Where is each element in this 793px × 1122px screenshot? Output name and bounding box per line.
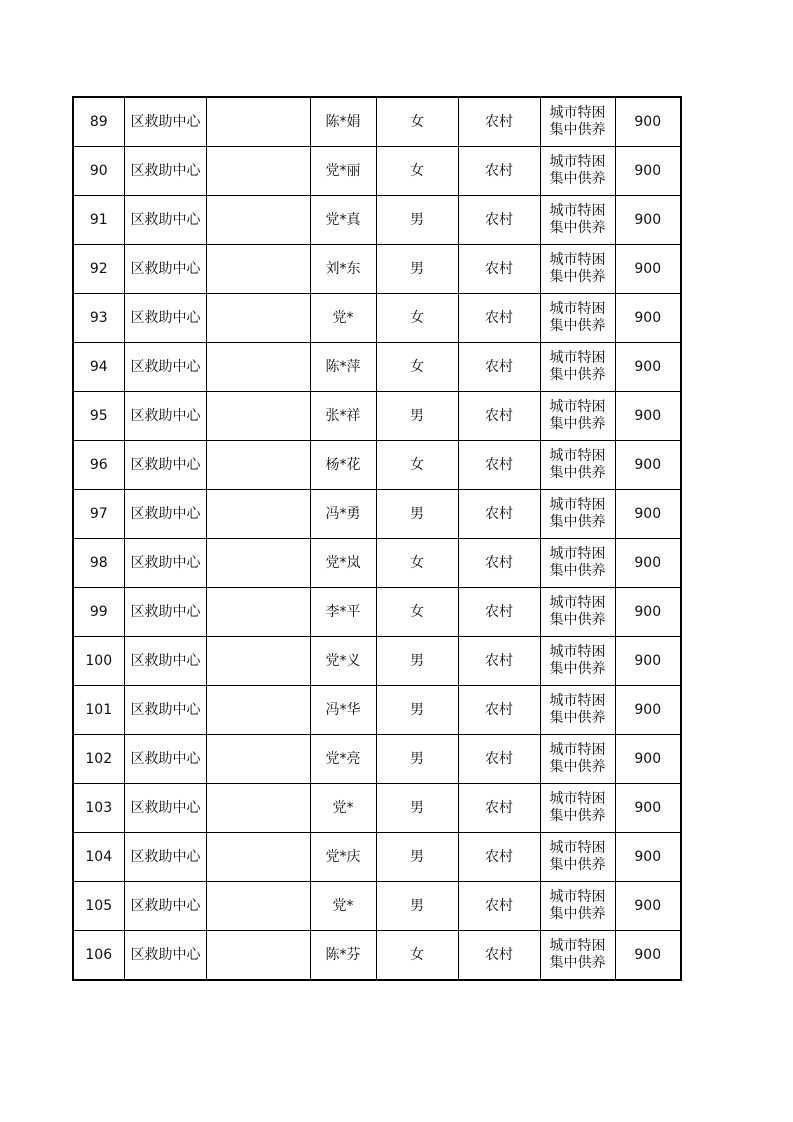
- blank-cell: [206, 294, 310, 343]
- amount-cell: 900: [615, 490, 681, 539]
- area-cell: 农村: [458, 931, 540, 981]
- amount-cell: 900: [615, 637, 681, 686]
- category-line-2: 集中供养: [549, 759, 606, 775]
- gender-cell: 女: [376, 588, 458, 637]
- amount-cell: 900: [615, 784, 681, 833]
- table-row: [73, 97, 681, 147]
- support-roster-table: [72, 96, 682, 981]
- name-cell: 党*岚: [310, 539, 376, 588]
- category-line-1: 城市特困: [549, 693, 606, 709]
- category-line-1: 城市特困: [549, 791, 606, 807]
- area-cell: 农村: [458, 343, 540, 392]
- table-row: [73, 392, 681, 441]
- gender-cell: 男: [376, 245, 458, 294]
- category-cell: [540, 196, 615, 245]
- amount-cell: 900: [615, 882, 681, 931]
- gender-cell: 男: [376, 490, 458, 539]
- table-row: [73, 735, 681, 784]
- blank-cell: [206, 441, 310, 490]
- blank-cell: [206, 686, 310, 735]
- name-cell: 李*平: [310, 588, 376, 637]
- row-number-cell: 95: [73, 392, 124, 441]
- table-row: [73, 147, 681, 196]
- category-line-2: 集中供养: [549, 465, 606, 481]
- name-cell: 党*: [310, 784, 376, 833]
- table-row: [73, 441, 681, 490]
- area-cell: 农村: [458, 833, 540, 882]
- area-cell: 农村: [458, 784, 540, 833]
- amount-cell: 900: [615, 735, 681, 784]
- amount-cell: 900: [615, 833, 681, 882]
- category-line-1: 城市特困: [549, 154, 606, 170]
- row-number-cell: 94: [73, 343, 124, 392]
- category-line-2: 集中供养: [549, 710, 606, 726]
- name-cell: 冯*华: [310, 686, 376, 735]
- blank-cell: [206, 588, 310, 637]
- name-cell: 刘*东: [310, 245, 376, 294]
- category-line-2: 集中供养: [549, 808, 606, 824]
- area-cell: 农村: [458, 686, 540, 735]
- amount-cell: 900: [615, 343, 681, 392]
- category-cell: [540, 882, 615, 931]
- category-line-2: 集中供养: [549, 514, 606, 530]
- table-row: [73, 882, 681, 931]
- category-line-1: 城市特困: [549, 644, 606, 660]
- gender-cell: 男: [376, 637, 458, 686]
- category-cell: [540, 931, 615, 981]
- name-cell: 党*真: [310, 196, 376, 245]
- name-cell: 张*祥: [310, 392, 376, 441]
- area-cell: 农村: [458, 735, 540, 784]
- category-line-2: 集中供养: [549, 367, 606, 383]
- amount-cell: 900: [615, 686, 681, 735]
- category-line-1: 城市特困: [549, 203, 606, 219]
- row-number-cell: 97: [73, 490, 124, 539]
- row-number-cell: 90: [73, 147, 124, 196]
- table-row: [73, 343, 681, 392]
- gender-cell: 男: [376, 882, 458, 931]
- blank-cell: [206, 97, 310, 147]
- table-row: [73, 833, 681, 882]
- table-row: [73, 245, 681, 294]
- blank-cell: [206, 392, 310, 441]
- unit-cell: 区救助中心: [124, 245, 206, 294]
- name-cell: 党*亮: [310, 735, 376, 784]
- table-row: [73, 931, 681, 981]
- area-cell: 农村: [458, 294, 540, 343]
- category-line-2: 集中供养: [549, 171, 606, 187]
- amount-cell: 900: [615, 392, 681, 441]
- blank-cell: [206, 833, 310, 882]
- table-row: [73, 490, 681, 539]
- category-line-1: 城市特困: [549, 938, 606, 954]
- gender-cell: 男: [376, 833, 458, 882]
- area-cell: 农村: [458, 441, 540, 490]
- category-line-2: 集中供养: [549, 220, 606, 236]
- category-line-1: 城市特困: [549, 350, 606, 366]
- name-cell: 陈*萍: [310, 343, 376, 392]
- category-line-1: 城市特困: [549, 252, 606, 268]
- category-line-1: 城市特困: [549, 105, 606, 121]
- category-line-1: 城市特困: [549, 448, 606, 464]
- category-cell: [540, 588, 615, 637]
- gender-cell: 男: [376, 196, 458, 245]
- amount-cell: 900: [615, 539, 681, 588]
- blank-cell: [206, 147, 310, 196]
- category-cell: [540, 343, 615, 392]
- category-line-2: 集中供养: [549, 318, 606, 334]
- row-number-cell: 92: [73, 245, 124, 294]
- table-row: [73, 294, 681, 343]
- amount-cell: 900: [615, 588, 681, 637]
- name-cell: 党*: [310, 882, 376, 931]
- category-line-2: 集中供养: [549, 857, 606, 873]
- row-number-cell: 96: [73, 441, 124, 490]
- category-line-2: 集中供养: [549, 612, 606, 628]
- category-cell: [540, 686, 615, 735]
- gender-cell: 男: [376, 735, 458, 784]
- name-cell: 陈*娟: [310, 97, 376, 147]
- unit-cell: 区救助中心: [124, 441, 206, 490]
- unit-cell: 区救助中心: [124, 97, 206, 147]
- unit-cell: 区救助中心: [124, 343, 206, 392]
- table-row: [73, 539, 681, 588]
- blank-cell: [206, 637, 310, 686]
- category-cell: [540, 294, 615, 343]
- row-number-cell: 100: [73, 637, 124, 686]
- category-line-2: 集中供养: [549, 906, 606, 922]
- amount-cell: 900: [615, 97, 681, 147]
- table-row: [73, 686, 681, 735]
- row-number-cell: 105: [73, 882, 124, 931]
- category-cell: [540, 735, 615, 784]
- unit-cell: 区救助中心: [124, 490, 206, 539]
- category-cell: [540, 539, 615, 588]
- name-cell: 党*庆: [310, 833, 376, 882]
- category-line-1: 城市特困: [549, 840, 606, 856]
- category-cell: [540, 833, 615, 882]
- category-line-1: 城市特困: [549, 497, 606, 513]
- area-cell: 农村: [458, 490, 540, 539]
- area-cell: 农村: [458, 97, 540, 147]
- gender-cell: 女: [376, 539, 458, 588]
- blank-cell: [206, 735, 310, 784]
- area-cell: 农村: [458, 392, 540, 441]
- gender-cell: 女: [376, 931, 458, 981]
- blank-cell: [206, 343, 310, 392]
- blank-cell: [206, 882, 310, 931]
- row-number-cell: 99: [73, 588, 124, 637]
- gender-cell: 男: [376, 686, 458, 735]
- category-line-2: 集中供养: [549, 661, 606, 677]
- unit-cell: 区救助中心: [124, 196, 206, 245]
- area-cell: 农村: [458, 588, 540, 637]
- unit-cell: 区救助中心: [124, 931, 206, 981]
- blank-cell: [206, 539, 310, 588]
- category-cell: [540, 784, 615, 833]
- table-row: [73, 637, 681, 686]
- table-row: [73, 784, 681, 833]
- category-line-2: 集中供养: [549, 563, 606, 579]
- category-line-1: 城市特困: [549, 595, 606, 611]
- category-cell: [540, 97, 615, 147]
- row-number-cell: 91: [73, 196, 124, 245]
- category-line-2: 集中供养: [549, 416, 606, 432]
- gender-cell: 男: [376, 784, 458, 833]
- category-cell: [540, 245, 615, 294]
- row-number-cell: 102: [73, 735, 124, 784]
- blank-cell: [206, 784, 310, 833]
- name-cell: 党*义: [310, 637, 376, 686]
- area-cell: 农村: [458, 539, 540, 588]
- category-cell: [540, 392, 615, 441]
- category-line-1: 城市特困: [549, 399, 606, 415]
- row-number-cell: 103: [73, 784, 124, 833]
- row-number-cell: 93: [73, 294, 124, 343]
- table-row: [73, 588, 681, 637]
- name-cell: 陈*芬: [310, 931, 376, 981]
- unit-cell: 区救助中心: [124, 735, 206, 784]
- area-cell: 农村: [458, 147, 540, 196]
- amount-cell: 900: [615, 441, 681, 490]
- area-cell: 农村: [458, 637, 540, 686]
- blank-cell: [206, 931, 310, 981]
- unit-cell: 区救助中心: [124, 882, 206, 931]
- gender-cell: 女: [376, 441, 458, 490]
- category-line-2: 集中供养: [549, 122, 606, 138]
- unit-cell: 区救助中心: [124, 392, 206, 441]
- unit-cell: 区救助中心: [124, 588, 206, 637]
- amount-cell: 900: [615, 931, 681, 981]
- row-number-cell: 101: [73, 686, 124, 735]
- row-number-cell: 98: [73, 539, 124, 588]
- category-cell: [540, 490, 615, 539]
- category-line-1: 城市特困: [549, 742, 606, 758]
- area-cell: 农村: [458, 196, 540, 245]
- area-cell: 农村: [458, 882, 540, 931]
- unit-cell: 区救助中心: [124, 147, 206, 196]
- name-cell: 党*: [310, 294, 376, 343]
- category-line-1: 城市特困: [549, 889, 606, 905]
- category-cell: [540, 441, 615, 490]
- amount-cell: 900: [615, 294, 681, 343]
- amount-cell: 900: [615, 147, 681, 196]
- unit-cell: 区救助中心: [124, 784, 206, 833]
- amount-cell: 900: [615, 245, 681, 294]
- name-cell: 杨*花: [310, 441, 376, 490]
- name-cell: 冯*勇: [310, 490, 376, 539]
- blank-cell: [206, 196, 310, 245]
- category-cell: [540, 637, 615, 686]
- gender-cell: 女: [376, 294, 458, 343]
- gender-cell: 女: [376, 343, 458, 392]
- category-line-1: 城市特困: [549, 301, 606, 317]
- gender-cell: 女: [376, 97, 458, 147]
- category-cell: [540, 147, 615, 196]
- name-cell: 党*丽: [310, 147, 376, 196]
- unit-cell: 区救助中心: [124, 637, 206, 686]
- blank-cell: [206, 490, 310, 539]
- amount-cell: 900: [615, 196, 681, 245]
- blank-cell: [206, 245, 310, 294]
- unit-cell: 区救助中心: [124, 294, 206, 343]
- category-line-1: 城市特困: [549, 546, 606, 562]
- row-number-cell: 89: [73, 97, 124, 147]
- category-line-2: 集中供养: [549, 269, 606, 285]
- table-body: [73, 97, 681, 980]
- gender-cell: 女: [376, 147, 458, 196]
- row-number-cell: 106: [73, 931, 124, 981]
- unit-cell: 区救助中心: [124, 539, 206, 588]
- area-cell: 农村: [458, 245, 540, 294]
- unit-cell: 区救助中心: [124, 833, 206, 882]
- unit-cell: 区救助中心: [124, 686, 206, 735]
- gender-cell: 男: [376, 392, 458, 441]
- category-line-2: 集中供养: [549, 955, 606, 971]
- table-row: [73, 196, 681, 245]
- row-number-cell: 104: [73, 833, 124, 882]
